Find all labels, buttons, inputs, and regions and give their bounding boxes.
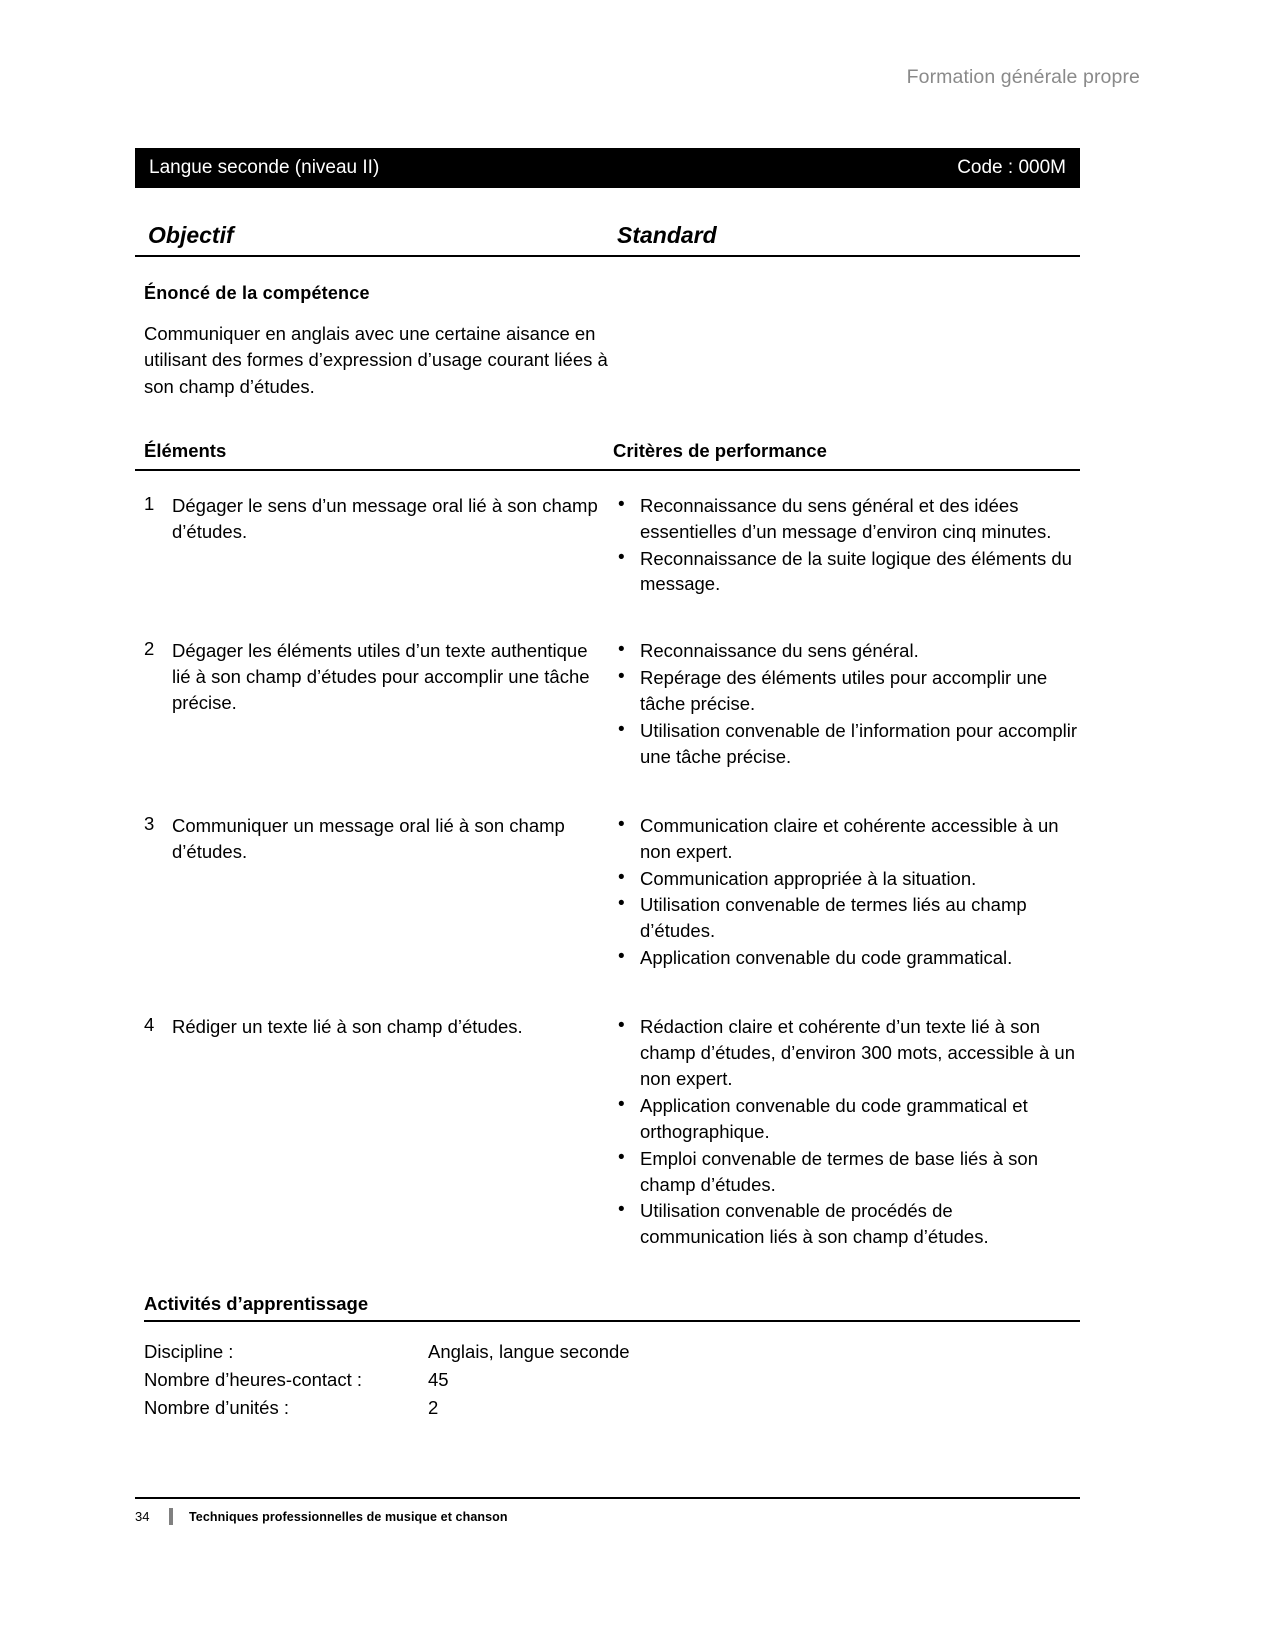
element-cell bbox=[135, 638, 605, 770]
activity-value: 2 bbox=[428, 1396, 439, 1418]
criteria-cell bbox=[605, 1014, 1080, 1251]
criteria-list bbox=[613, 638, 1080, 769]
element-text: Rédiger un texte lié à son champ d’études. bbox=[172, 1016, 523, 1038]
list-item: • Communication claire et cohérente accessible à un non expert. bbox=[613, 813, 1080, 865]
competence-text: Communiquer en anglais avec une certaine aisance en utilisant des formes d’expression d’usage courant liées à son champ d’études. bbox=[144, 323, 608, 397]
list-item: • Reconnaissance du sens général. bbox=[613, 638, 1080, 664]
table-headings bbox=[135, 440, 1080, 471]
footer-divider-icon bbox=[169, 1508, 173, 1525]
activities-heading: Activités d’apprentissage bbox=[144, 1293, 1080, 1322]
table-row bbox=[135, 813, 1080, 972]
criteria-list bbox=[613, 493, 1080, 598]
footer-text: Techniques professionnelles de musique et chanson bbox=[189, 1509, 508, 1524]
competency-title: Langue seconde (niveau II) bbox=[149, 157, 380, 178]
element-number: 3 bbox=[144, 812, 155, 834]
table-row bbox=[135, 493, 1080, 599]
list-item: • Emploi convenable de termes de base liés à son champ d’études. bbox=[613, 1146, 1080, 1198]
competence-heading: Énoncé de la compétence bbox=[144, 283, 370, 303]
criteria-list bbox=[613, 1014, 1080, 1250]
competency-code-bar bbox=[135, 148, 1080, 188]
list-item: • Application convenable du code grammatical et orthographique. bbox=[613, 1093, 1080, 1145]
list-item: • Application convenable du code grammatical. bbox=[613, 945, 1080, 971]
column-heading-objectif: Objectif bbox=[148, 222, 234, 248]
list-item: • Reconnaissance de la suite logique des éléments du message. bbox=[613, 546, 1080, 598]
list-item: • Utilisation convenable de l’information pour accomplir une tâche précise. bbox=[613, 718, 1080, 770]
list-item: • Rédaction claire et cohérente d’un texte lié à son champ d’études, d’environ 300 mots, accessible à un non expert. bbox=[613, 1014, 1080, 1092]
document-content bbox=[135, 148, 1080, 1421]
element-cell bbox=[135, 813, 605, 972]
list-item: • Communication appropriée à la situation. bbox=[613, 866, 1080, 892]
activity-row bbox=[144, 1394, 1080, 1422]
competency-code: Code : 000M bbox=[957, 157, 1066, 178]
element-text: Dégager le sens d’un message oral lié à son champ d’études. bbox=[172, 494, 598, 542]
activity-label: Discipline : bbox=[144, 1341, 234, 1363]
column-headings bbox=[135, 222, 1080, 257]
criteria-cell bbox=[605, 813, 1080, 972]
page-footer bbox=[135, 1497, 1080, 1525]
list-item: • Reconnaissance du sens général et des idées essentielles d’un message d’environ cinq minutes. bbox=[613, 493, 1080, 545]
list-item: • Repérage des éléments utiles pour accomplir une tâche précise. bbox=[613, 665, 1080, 717]
activity-row bbox=[144, 1366, 1080, 1394]
table-row bbox=[135, 1014, 1080, 1251]
activity-value: 45 bbox=[428, 1368, 449, 1390]
criteria-cell bbox=[605, 493, 1080, 599]
activity-label: Nombre d’unités : bbox=[144, 1396, 289, 1418]
element-text: Communiquer un message oral lié à son champ d’études. bbox=[172, 814, 565, 862]
activity-label: Nombre d’heures-contact : bbox=[144, 1368, 362, 1390]
element-text: Dégager les éléments utiles d’un texte authentique lié à son champ d’études pour accomplir une tâche précise. bbox=[172, 640, 590, 714]
activities-list bbox=[144, 1338, 1080, 1421]
table-heading-criteria: Critères de performance bbox=[613, 439, 827, 461]
activity-value: Anglais, langue seconde bbox=[428, 1341, 630, 1363]
list-item: • Utilisation convenable de procédés de communication liés à son champ d’études. bbox=[613, 1198, 1080, 1250]
criteria-list bbox=[613, 813, 1080, 971]
running-head: Formation générale propre bbox=[906, 66, 1140, 88]
page-number: 34 bbox=[135, 1509, 150, 1524]
element-number: 2 bbox=[144, 638, 155, 660]
element-number: 4 bbox=[144, 1014, 155, 1036]
criteria-cell bbox=[605, 638, 1080, 770]
table-row bbox=[135, 638, 1080, 770]
activity-row bbox=[144, 1338, 1080, 1366]
list-item: • Utilisation convenable de termes liés au champ d’études. bbox=[613, 892, 1080, 944]
element-number: 1 bbox=[144, 492, 155, 514]
element-cell bbox=[135, 493, 605, 599]
column-heading-standard: Standard bbox=[617, 222, 717, 248]
table-heading-elements: Éléments bbox=[144, 439, 227, 461]
element-cell bbox=[135, 1014, 605, 1251]
